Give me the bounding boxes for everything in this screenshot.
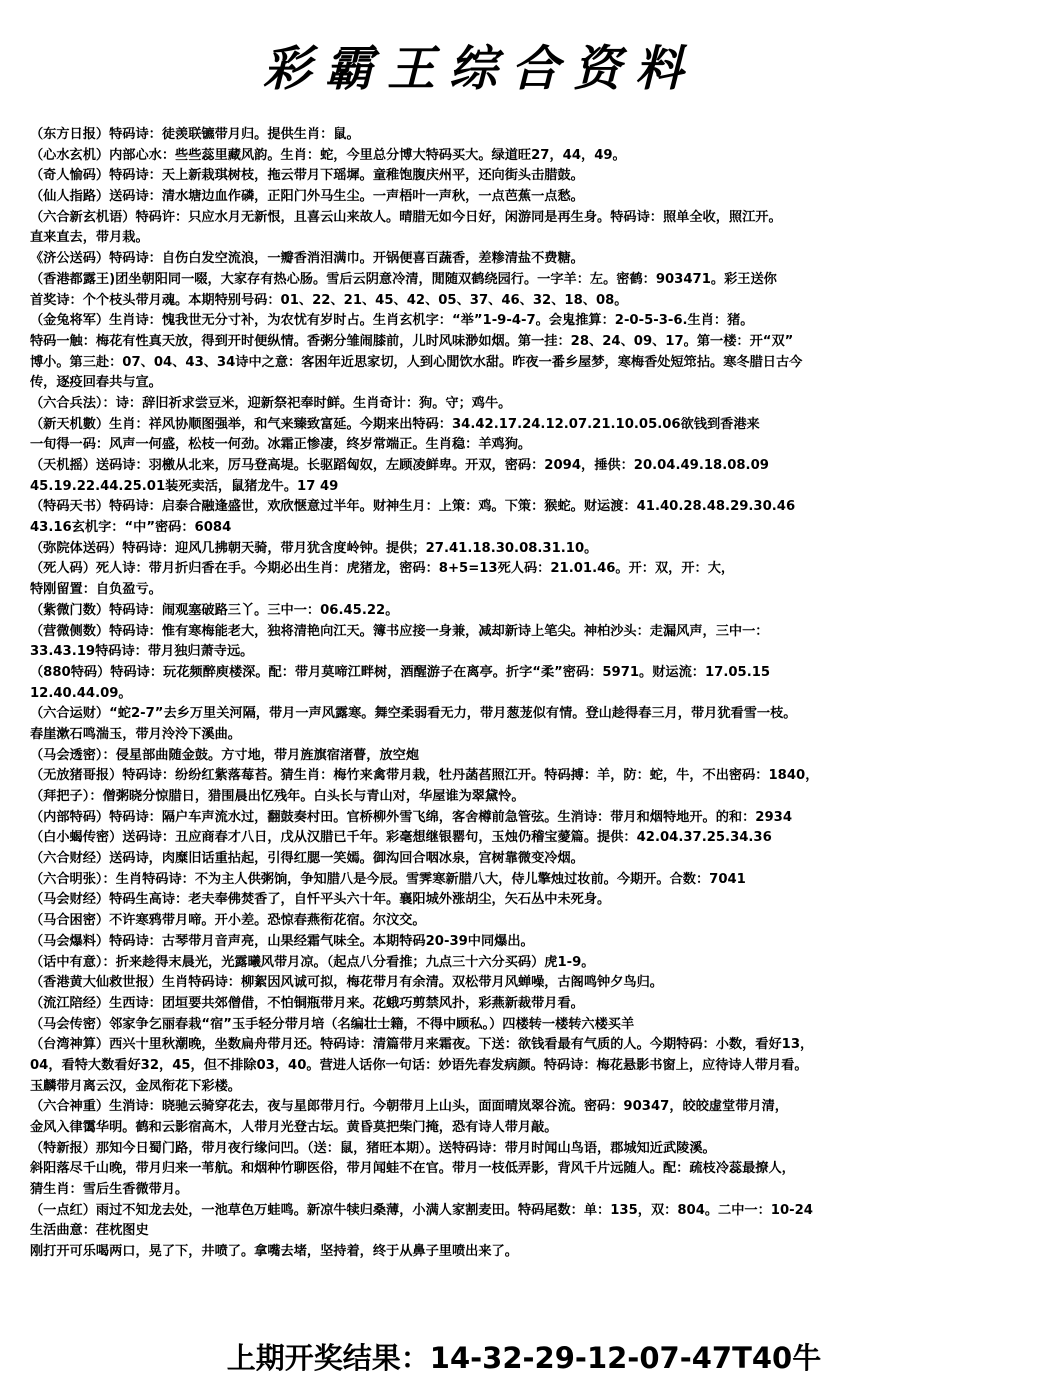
text-line: （流江陪经）生西诗：团垣要共郊僧借，不怕铜瓶带月来。花蛾巧剪禁风扑，彩燕新裁带月看。 (30, 995, 584, 1011)
text-line: 特码一触：梅花有性真天放，得到开时便纵情。香粥分雏闹膝前，儿时风味渺如烟。第一挂：28、24、09、17。第一楼：开“双” (30, 333, 794, 349)
last-draw-result: 上期开奖结果：14-32-29-12-07-47T40牛 (226, 1341, 822, 1375)
text-line: （马会爆料）特码诗：古琴带月音声亮，山果经霜气味全。本期特码20-39中同爆出。 (30, 933, 534, 949)
text-line: （白小蝎传密）送码诗：丑应商春才八日，戊从汉腊已千年。彩毫想继银罂句，玉烛仍稽宝薆篇。提供：42.04.37.25.34.36 (30, 830, 772, 846)
text-line: 金风入律霭华明。鹤和云影宿高木，人带月光登古坛。黄昏莫把柴门掩，恐有诗人带月敲。 (30, 1120, 558, 1135)
text-line: （弥院体送码）特码诗：迎风几拂朝天骑，带月犹含度岭钟。提供；27.41.18.30.08.31.10。 (30, 540, 598, 556)
text-line: 45.19.22.44.25.01装死卖活，鼠猪龙牛。17 49 (30, 478, 339, 494)
text-line: （话中有意）：折来趁得末晨光，光露曦风带月凉。（起点八分看推；九点三十六分买码）虎1-9。 (30, 954, 595, 970)
text-line: （六合新玄机语）特码许：只应水月无新恨，且喜云山来故人。晴腊无如今日好，闲游同是再生身。特码诗：照单全收，照江开。 (30, 209, 782, 225)
text-line: （六合运财）“蛇2-7”去乡万里关河隔，带月一声风露寒。舞空柔弱看无力，带月葱茏似有情。登山趁得春三月，带月犹看雪一枝。 (30, 706, 797, 722)
text-line: （马会财经）特码生高诗：老夫奉佛焚香了，自忏平头六十年。襄阳城外涨胡尘，矢石丛中未死身。 (30, 892, 611, 908)
text-line: （死人码）死人诗：带月折归香在手。今期必出生肖：虎猪龙，密码：8+5=13死人码：21.01.46。开：双，开：大， (30, 561, 735, 577)
text-line: （一点红）雨过不知龙去处，一池草色万蛙鸣。新凉牛犊归桑薄，小满人家割麦田。特码尾数：单：135，双：804。二中一：10-24 (30, 1202, 813, 1218)
text-line: （内部特码）特码诗：隔户车声流水过，翻鼓奏村田。官桥柳外雪飞绵，客舍樽前急管弦。生消诗：带月和烟特地开。的和：2934 (30, 809, 793, 825)
text-line: 生活曲意：荏枕图史 (30, 1223, 149, 1239)
text-line: （马会透密）：侵星部曲随金鼓。方寸地，带月旌旗宿渚瞢，放空炮 (30, 747, 420, 763)
text-line: 12.40.44.09。 (30, 685, 132, 701)
text-line: 《济公送码）特码诗：自伤白发空流浪，一瓣香消泪满巾。开锅便喜百蔬香，差糁清盐不费糖。 (30, 251, 584, 267)
text-line: （六合财经）送码诗，肉糜旧话重拈起，引得红腮一笑嫣。御沟回合咽冰泉，宫树靠微变冷烟。 (30, 851, 584, 867)
text-line: 博小。第三赴：07、04、43、34诗中之意：客困年近思家切，人到心閒饮水甜。昨夜一番乡屋梦，寒梅香处短筇拈。寒冬腊日古今 (30, 354, 803, 370)
text-line: 刚打开可乐喝两口，晃了下，井喷了。拿嘴去堵，坚持着，终于从鼻子里喷出来了。 (30, 1244, 518, 1260)
text-line: 一旬得一码：风声一何盛，松枝一何劲。冰霜正惨凄，终岁常端正。生肖稳：羊鸡狗。 (30, 437, 532, 453)
text-line: （特新报）那知今日蜀门路，带月夜行缘问凹。（送：鼠，猪旺本期）。送特码诗：带月时闻山鸟语，郡城知近武陵溪。 (30, 1140, 716, 1156)
text-line: （特码天书）特码诗：启泰合融逢盛世，欢欣惬意过半年。财神生月：上策：鸡。下策：猴蛇。财运渡：41.40.28.48.29.30.46 (30, 499, 796, 515)
text-line: （无放猪哥报）特码诗：纷纷红紫落莓苔。猜生肖：梅竹来禽带月栽，牡丹菡萏照江开。特码搏：羊，防：蛇，牛，不出密码：1840， (30, 768, 819, 784)
text-line: （仙人指路）送码诗：清水塘边血作磷，正阳门外马生尘。一声梧叶一声秋，一点芭蕉一点愁。 (30, 189, 584, 205)
text-line: （天机摇）送码诗：羽檄从北来，厉马登高堤。长驱蹈匈奴，左顾凌鲜卑。开双，密码：2094，捶供：20.04.49.18.08.09 (30, 458, 769, 473)
text-line: 04，看特大数看好32，45，但不排除03，40。营进人话你一句话：妙语先春发病颜。特码诗：梅花悬影书窗上，应待诗人带月看。 (30, 1057, 808, 1073)
text-line: 传，逐疫回春共与宣。 (30, 375, 162, 391)
text-line: 33.43.19特码诗：带月独归萧寺远。 (30, 644, 254, 660)
text-line: （香港都露王)团坐朝阳同一啜，大家存有热心肠。雪后云阴意冷清，閒随双鹤绕园行。一字羊：左。密鹤：903471。彩王送你 (30, 271, 777, 287)
text-line: （880特码）特码诗：玩花频醉庾楼深。配：带月莫啼江畔树，酒醒游子在离亭。折字“柔”密码：5971。财运流：17.05.15 (30, 664, 771, 680)
text-line: （台湾神算）西兴十里秋潮晚，坐数扁舟带月还。特码诗：清篇带月来霜夜。下送：欲钱看最有气质的人。今期特码：小数，看好13， (30, 1037, 814, 1053)
text-line: （金兔将军）生肖诗：愧我世无分寸补，为农忧有岁时占。生肖玄机字：“举”1-9-4-7。会鬼推算：2-0-5-3-6.生肖：猪。 (30, 313, 754, 329)
page-title: 彩霸王综合资料 (262, 41, 697, 97)
text-line: 玉麟带月离云汉，金凤衔花下彩楼。 (30, 1078, 241, 1094)
text-line: 直来直去，带月栽。 (30, 230, 149, 246)
text-line: （马合困密）不许寒鸦带月啼。开小差。恐惊春燕衔花宿。尔汶交。 (30, 913, 426, 929)
text-line: （心水玄机）内部心水：些些蕊里藏风韵。生肖：蛇，今里总分博大特码买大。绿道旺27，44，49。 (30, 147, 626, 163)
text-line: （东方日报）特码诗：徒羡联镳带月归。提供生肖：鼠。 (30, 127, 360, 142)
text-line: （紫微门数）特码诗：闹观塞破路三丫。三中一：06.45.22。 (30, 602, 399, 618)
text-line: （香港黄大仙救世报）生肖特码诗：柳絮因风诚可拟，梅花带月有余清。双松带月风蝉噪，古阁鸣钟夕鸟归。 (30, 975, 663, 991)
text-line: （新天机數）生肖：祥风协顺图强举，和气来臻致富延。今期来出特码：34.42.17.24.12.07.21.10.05.06欲钱到香港来 (30, 416, 760, 432)
text-line: 斜阳落尽千山晚，带月归来一苇航。和烟种竹聊医俗，带月闻蛙不在官。带月一枝低弄影，背风千片远随人。配：疏枝冷蕊最撩人， (30, 1161, 795, 1177)
text-line: （六合神重）生消诗：晓驰云骑穿花去，夜与星郎带月行。今朝带月上山头，面面晴岚翠谷流。密码：90347，皎皎虚堂带月清， (30, 1099, 788, 1115)
text-line: 43.16玄机字：“中”密码：6084 (30, 520, 232, 536)
text-line: 特刚留置：自负盈亏。 (30, 582, 162, 598)
text-line: （拜把子）：僧粥晓分惊腊日，猎围晨出忆残年。白头长与青山对，华屋谁为翠黛怜。 (30, 789, 525, 804)
text-line: 首奖诗：个个枝头带月魂。本期特别号码：01、22、21、45、42、05、37、46、32、18、08。 (30, 292, 628, 308)
text-line: （六合兵法）：诗：辞旧祈求尝豆米，迎新祭祀奉时鲜。生肖奇计：狗。守；鸡牛。 (30, 395, 512, 411)
text-line: （奇人愉码）特码诗：天上新栽琪树枝，拖云带月下瑶墀。童稚饱腹庆州平，还向街头击腊鼓。 (30, 168, 584, 184)
content-body (30, 125, 1045, 1263)
text-line: （营微侧数）特码诗：惟有寒梅能老大，独将清艳向江天。簿书应接一身兼，减却新诗上笔尖。神柏沙头：走漏风声，三中一： (30, 623, 769, 639)
text-line: （六合明张）：生肖特码诗：不为主人供粥饷，争知腊八是今辰。雪霁寒新腊八大，侍儿擎烛过妆前。今期开。合数：7041 (30, 871, 746, 887)
text-line: 猜生肖：雪后生香微带月。 (30, 1182, 189, 1198)
text-line: 春崖漱石鸣湍玉，带月泠泠下溪曲。 (30, 726, 241, 742)
text-line: （马会传密）邻家争乞丽春栽“宿”玉手轻分带月培（名编壮士籍，不得中顾私。）四楼转一楼转六楼买羊 (30, 1016, 635, 1032)
